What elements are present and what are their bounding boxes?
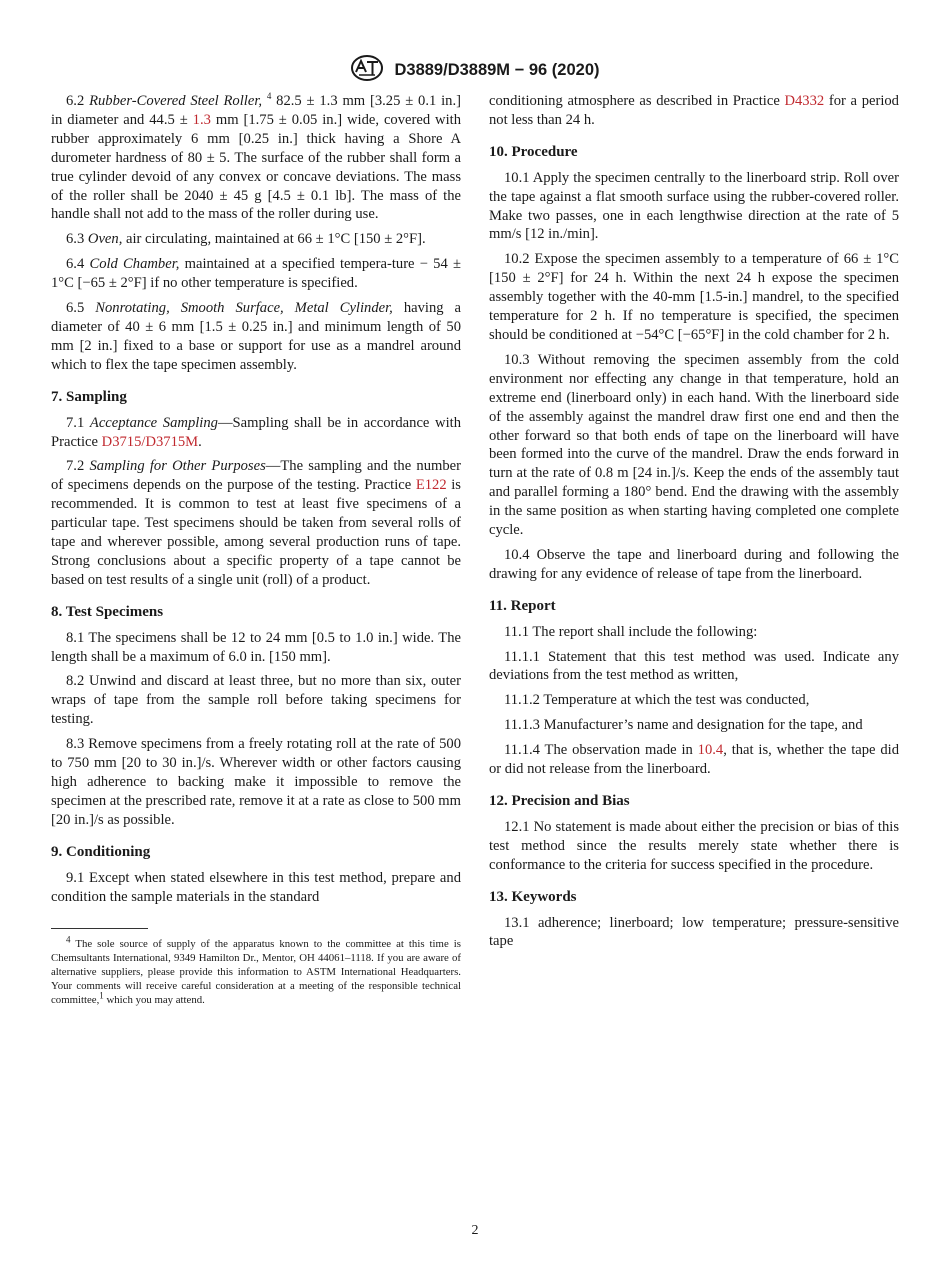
page-number: 2	[471, 1223, 479, 1238]
para-9-1-continued: conditioning atmosphere as described in Practice D4332 for a period not less than 24 h.	[489, 93, 899, 128]
section-heading-procedure: 10. Procedure	[489, 143, 578, 160]
para-11-1-4: 11.1.4 The observation made in 10.4, that is, whether the tape did or did not release from the linerboard.	[489, 742, 899, 778]
astm-logo-icon	[350, 54, 384, 87]
footnote-divider	[51, 928, 148, 929]
para-11-1-1: 11.1.1 Statement that this test method was used. Indicate any deviations from the test method as written,	[489, 648, 899, 684]
section-heading-test-specimens: 8. Test Specimens	[51, 603, 164, 620]
footnote-ref: 4	[266, 91, 272, 102]
para-6-4: 6.4 Cold Chamber, maintained at a specified tempera-ture − 54 ± 1°C [−65 ± 2°F] if no other temperature is specified.	[51, 256, 461, 292]
link-d3715[interactable]: D3715/D3715M	[101, 433, 199, 450]
para-7-1: 7.1 Acceptance Sampling—Sampling shall be in accordance with Practice D3715/D3715M.	[51, 414, 462, 450]
para-8-3: 8.3 Remove specimens from a freely rotating roll at the rate of 500 to 750 mm [20 to 30 in.]/s. Wherever width or other factors causing high adherence to backing make it impossible to remove the specimen at the prescribed rate, remove it at a rate as close to 500 mm [20 in.]/s as possible.	[51, 736, 461, 828]
para-6-5: 6.5 Nonrotating, Smooth Surface, Metal Cylinder, having a diameter of 40 ± 6 mm [1.5 ± 0.25 in.] and minimum length of 50 mm [2 in.] fixed to a base or support for use as a mandrel around which to flex the tape specimen assembly.	[51, 300, 462, 373]
para-7-2: 7.2 Sampling for Other Purposes—The sampling and the number of specimens depends on the purpose of the testing. Practice E122 is recommended. It is common to test at least five specimens of a particular tape. Test specimens should be taken from several rolls of tape and wherever possible, among several production runs of tape. Strong conclusions about a specific property of a tape cannot be based on test results of a single unit (roll) of a product.	[51, 458, 461, 588]
para-10-4: 10.4 Observe the tape and linerboard during and following the drawing for any evidence of release of tape from the linerboard.	[489, 546, 899, 582]
page-header	[0, 54, 950, 87]
section-heading-report: 11. Report	[489, 597, 556, 614]
para-6-2: 6.2 Rubber-Covered Steel Roller, $^4$ 82.5 ± 1.3 mm [3.25 ± 0.1 in.] in diameter and 44.5 ± 1.3 mm [1.75 ± 0.05 in.] wide, covered with rubber approximately 6 mm [0.25 in.] thick having a Shore A durometer hardness of 80 ± 5. The surface of the rubber shall form a true cylinder devoid of any convex or concave deviations. The mass of the roller shall be 2040 ± 45 g [4.5 ± 0.1 lb]. The mass of the handle shall not add to the mass of the roller during use.	[51, 91, 462, 223]
para-8-1: 8.1 The specimens shall be 12 to 24 mm [0.5 to 1.0 in.] wide. The length shall be a maximum of 6.0 in. [150 mm].	[51, 629, 461, 665]
document-designation: D3889/D3889M − 96 (2020)	[394, 61, 600, 79]
para-11-1-3: 11.1.3 Manufacturer’s name and designation for the tape, and	[504, 717, 863, 734]
link-d4332[interactable]: D4332	[784, 93, 825, 109]
para-8-2: 8.2 Unwind and discard at least three, but no more than six, outer wraps of tape from the sample roll before taking specimens for testing.	[51, 673, 461, 728]
para-10-1: 10.1 Apply the specimen centrally to the linerboard strip. Roll over the tape against a flat smooth surface using the rubber-covered roller. Make two passes, one in each lengthwise direction at the rate of 5 mm/s [12 in./min].	[489, 169, 899, 243]
footnote: $^4$ The sole source of supply of the apparatus known to the committee at this time is Chemsultants International, 9349 Hamilton Dr., Mentor, OH 44061–1118. If you are aware of alternative suppliers, please provide this information to ASTM International Headquarters. Your comments will receive careful consideration at a meeting of the responsible technical committee,$^1$ which you may attend.	[51, 934, 461, 1007]
para-12-1: 12.1 No statement is made about either the precision or bias of this test method since the results merely state whether there is conformance to the criteria for success specified in the procedure.	[489, 818, 899, 873]
section-heading-sampling: 7. Sampling	[51, 388, 127, 405]
section-heading-keywords: 13. Keywords	[489, 888, 577, 905]
section-heading-conditioning: 9. Conditioning	[51, 843, 151, 860]
para-13-1: 13.1 adherence; linerboard; low temperature; pressure-sensitive tape	[489, 914, 899, 950]
para-10-2: 10.2 Expose the specimen assembly to a temperature of 66 ± 1°C [150 ± 2°F] for 24 h. Within the next 24 h expose the specimen assembly together with the 40-mm [1.5-in.] mandrel, to the specified temperature for 2 h. If no temperature is specified, the specimen should be conditioned at −54°C [−65°F] in the cold chamber for 2 h.	[489, 251, 899, 343]
right-column	[489, 92, 899, 957]
link-e122[interactable]: E122	[415, 477, 447, 494]
section-heading-precision-bias: 12. Precision and Bias	[489, 793, 630, 809]
para-11-1: 11.1 The report shall include the following:	[504, 623, 758, 640]
para-6-3: 6.3 Oven, air circulating, maintained at 66 ± 1°C [150 ± 2°F].	[66, 231, 426, 248]
para-11-1-2: 11.1.2 Temperature at which the test was conducted,	[504, 692, 810, 709]
left-column	[51, 92, 461, 1013]
para-9-1: 9.1 Except when stated elsewhere in this test method, prepare and condition the sample materials in the standard	[51, 869, 461, 905]
link-10-4[interactable]: 10.4	[697, 742, 724, 759]
para-10-3: 10.3 Without removing the specimen assembly from the cold environment nor effecting any change in that temperature, hold an extreme end (linerboard only) in each hand. With the linerboard side of the assembly against the mandrel draw first one end and then the other forward so that both ends of tape on the linerboard will have been formed into the curve of the mandrel. Draw the ends forward in turn at the rate of 0.8 m [24 in.]/s. Keep the ends of the assembly taut and parallel forming a 180° bend. End the drawing with the assembly in the same position as when starting having completed one complete cycle.	[489, 351, 899, 539]
link-1-3[interactable]: 1.3	[192, 111, 211, 128]
